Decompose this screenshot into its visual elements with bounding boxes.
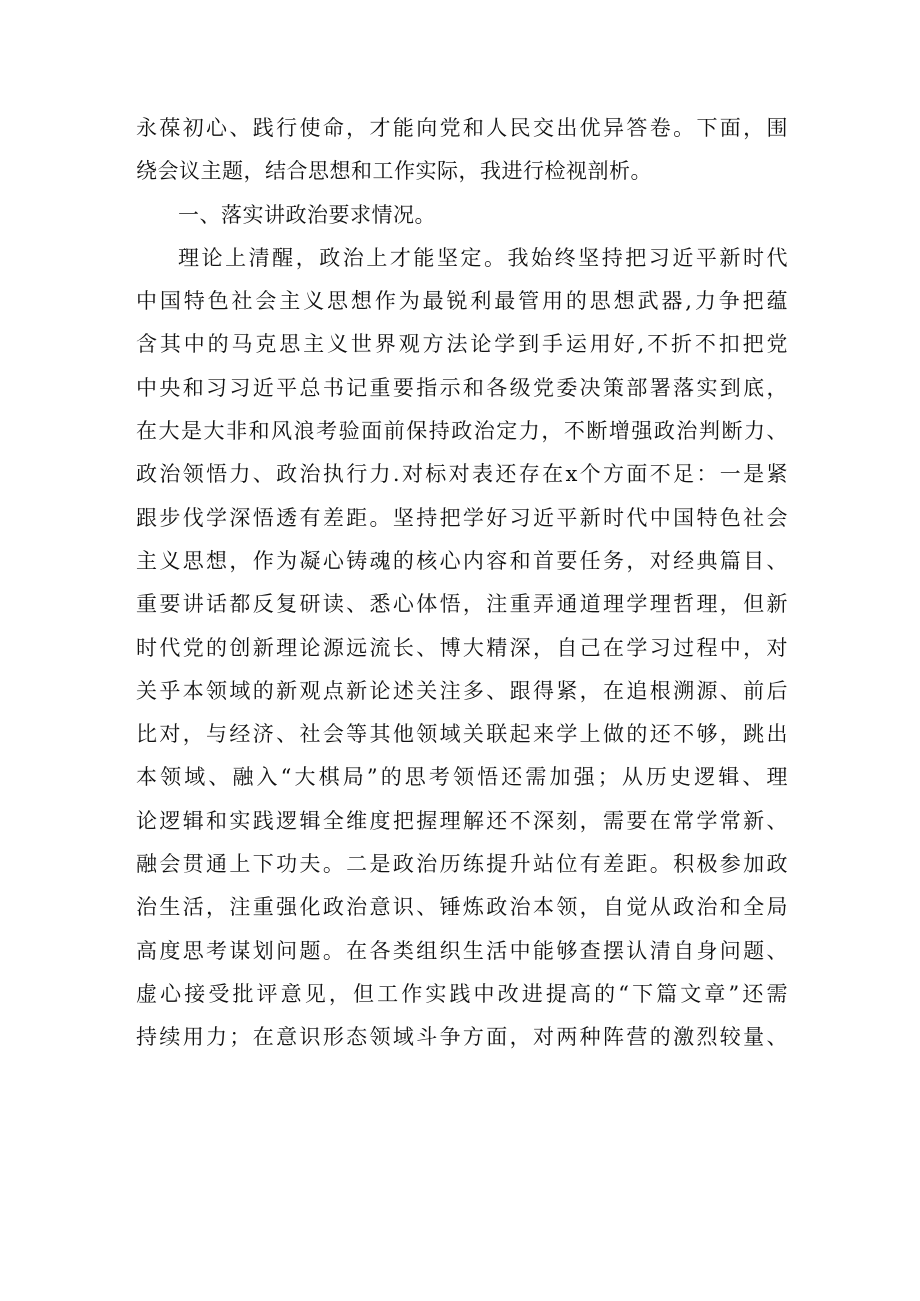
text-line-10: 跟步伐学深悟透有差距。坚持把学好习近平新时代中国特色社会 <box>136 505 788 530</box>
text-line-14: 关乎本领域的新观点新论述关注多、跟得紧，在追根溯源、前后 <box>136 678 788 703</box>
text-line-18: 融会贯通上下功夫。二是政治历练提升站位有差距。积极参加政 <box>136 852 788 877</box>
text-line-9: 政治领悟力、政治执行力.对标对表还存在x个方面不足：一是紧 <box>136 462 788 487</box>
text-line-8: 在大是大非和风浪考验面前保持政治定力，不断增强政治判断力、 <box>136 419 788 444</box>
section-heading: 一、落实讲政治要求情况。 <box>178 202 436 227</box>
text-line-12: 重要讲话都反复研读、悉心体悟，注重弄通道理学理哲理，但新 <box>136 592 788 617</box>
text-line-5: 中国特色社会主义思想作为最锐利最管用的思想武器,力争把蕴 <box>136 289 788 314</box>
text-line-17: 论逻辑和实践逻辑全维度把握理解还不深刻，需要在常学常新、 <box>136 808 788 833</box>
text-line-4: 理论上清醒，政治上才能坚定。我始终坚持把习近平新时代 <box>178 245 788 270</box>
text-line-13: 时代党的创新理论源远流长、博大精深，自己在学习过程中，对 <box>136 635 788 660</box>
text-line-1: 永葆初心、践行使命，才能向党和人民交出优异答卷。下面，围 <box>136 116 788 140</box>
text-line-7: 中央和习习近平总书记重要指示和各级党委决策部署落实到底， <box>136 375 788 400</box>
text-line-19: 治生活，注重强化政治意识、锤炼政治本领，自觉从政治和全局 <box>136 895 788 920</box>
text-line-20: 高度思考谋划问题。在各类组织生活中能够查摆认清自身问题、 <box>136 938 788 963</box>
text-line-22: 持续用力；在意识形态领域斗争方面，对两种阵营的激烈较量、 <box>136 1025 788 1050</box>
text-line-6: 含其中的马克思主义世界观方法论学到手运用好,不折不扣把党 <box>136 332 788 357</box>
document-body <box>136 107 788 1060</box>
text-line-2: 绕会议主题，结合思想和工作实际，我进行检视剖析。 <box>136 159 652 184</box>
text-line-16: 本领域、融入“大棋局”的思考领悟还需加强；从历史逻辑、理 <box>136 765 788 790</box>
text-line-15: 比对，与经济、社会等其他领域关联起来学上做的还不够，跳出 <box>136 722 788 747</box>
text-line-11: 主义思想，作为凝心铸魂的核心内容和首要任务，对经典篇目、 <box>136 548 788 573</box>
text-line-21: 虚心接受批评意见，但工作实践中改进提高的“下篇文章”还需 <box>136 981 788 1006</box>
